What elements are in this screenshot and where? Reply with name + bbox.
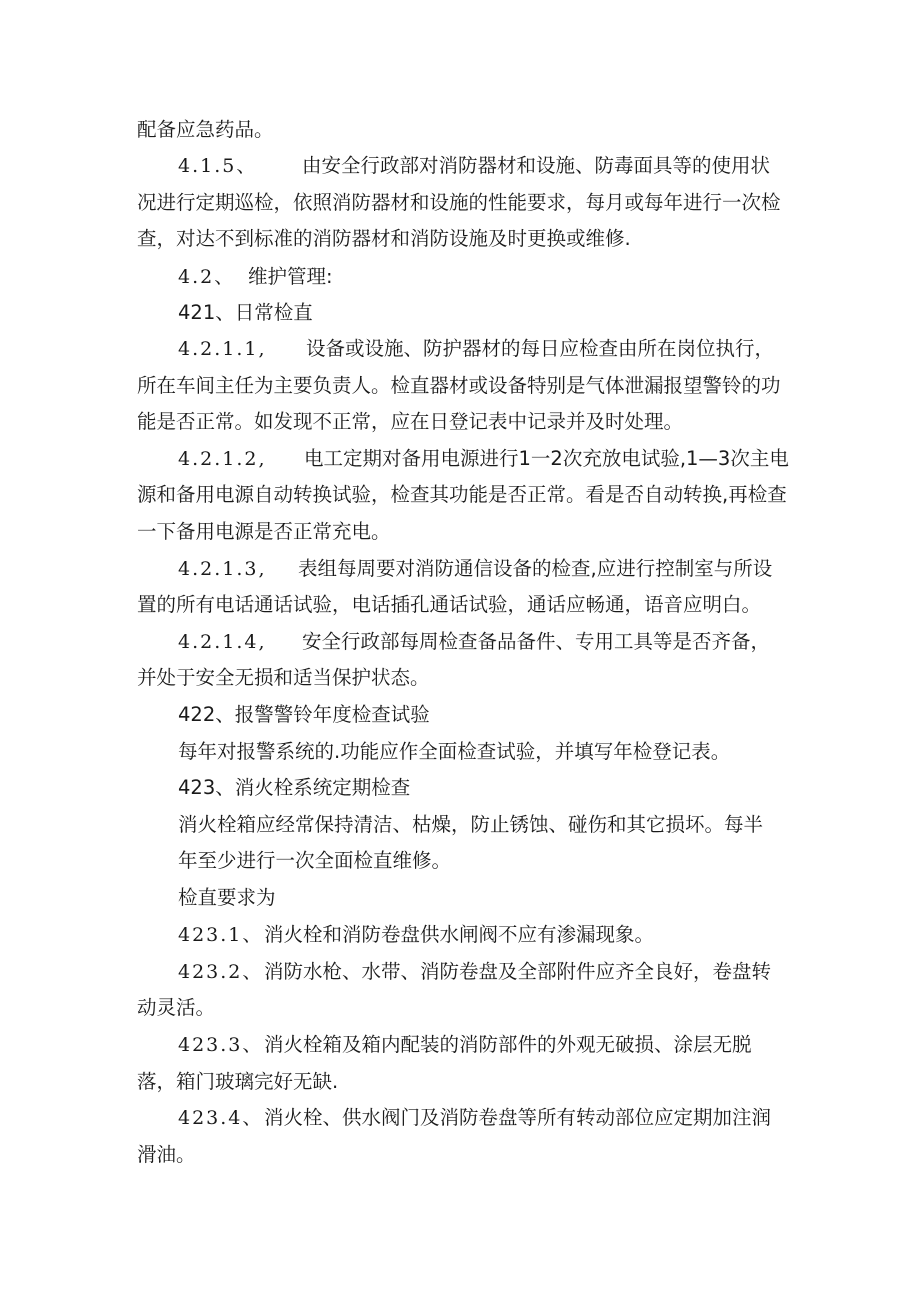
text-line bbox=[0, 262, 920, 292]
section-number: 423.1、 bbox=[178, 924, 264, 946]
text-line bbox=[0, 298, 920, 328]
text-line bbox=[0, 773, 920, 803]
text-line bbox=[0, 480, 920, 510]
line-text: 所在车间主任为主要负责人。检直器材或设备特别是气体泄漏报望警铃的功 bbox=[137, 374, 781, 397]
section-number: 423.2、 bbox=[178, 961, 264, 983]
text-line bbox=[0, 700, 920, 730]
line-text: 检直要求为 bbox=[178, 886, 276, 909]
line-text: 落，箱门玻璃完好无缺. bbox=[137, 1070, 339, 1093]
line-text: 消火栓箱及箱内配装的消防部件的外观无破损、涂层无脱 bbox=[264, 1033, 752, 1056]
line-text: 查，对达不到标准的消防器材和消防设施及时更换或维修. bbox=[137, 227, 631, 250]
section-number: 4.2.1.3, bbox=[178, 558, 267, 580]
line-text: 设备或设施、防护器材的每日应检查由所在岗位执行， bbox=[306, 337, 775, 360]
text-line bbox=[0, 737, 920, 767]
line-text: 422、报警警铃年度检查试验 bbox=[178, 703, 430, 726]
text-line bbox=[0, 846, 920, 876]
line-text: 电工定期对备用电源进行1一2次充放电试验,1—3次主电 bbox=[304, 447, 789, 470]
line-text: 维护管理: bbox=[248, 265, 333, 288]
line-text: 421、日常检直 bbox=[178, 301, 313, 324]
text-line bbox=[0, 1140, 920, 1170]
line-text: 消火栓和消防卷盘供水闸阀不应有渗漏现象。 bbox=[264, 923, 655, 946]
line-text: 安全行政部每周检查备品备件、专用工具等是否齐备， bbox=[302, 630, 771, 653]
section-number: 4.2.1.2, bbox=[178, 448, 267, 470]
line-text: 源和备用电源自动转换试验，检查其功能是否正常。看是否自动转换,再检查 bbox=[137, 483, 787, 506]
line-text: 消防水枪、水带、消防卷盘及全部附件应齐全良好，卷盘转 bbox=[264, 960, 772, 983]
line-text: 置的所有电话通话试验，电话插孔通话试验，通话应畅通，语音应明白。 bbox=[137, 593, 762, 616]
text-line bbox=[0, 188, 920, 218]
text-line bbox=[0, 224, 920, 254]
line-text: 并处于安全无损和适当保护状态。 bbox=[137, 666, 430, 689]
text-line bbox=[0, 957, 920, 987]
line-text: 年至少进行一次全面检直维修。 bbox=[178, 849, 452, 872]
text-line bbox=[0, 993, 920, 1023]
text-line bbox=[0, 444, 920, 474]
line-text: 由安全行政部对消防器材和设施、防毒面具等的使用状 bbox=[302, 154, 771, 177]
line-text: 消火栓、供水阀门及消防卷盘等所有转动部位应定期加注润 bbox=[264, 1106, 772, 1129]
text-line bbox=[0, 883, 920, 913]
text-line bbox=[0, 1030, 920, 1060]
text-line bbox=[0, 1067, 920, 1097]
text-line bbox=[0, 590, 920, 620]
line-text: 423、消火栓系统定期检查 bbox=[178, 776, 411, 799]
line-text: 消火栓箱应经常保持清洁、枯燥，防止锈蚀、碰伤和其它损坏。每半 bbox=[178, 813, 764, 836]
section-number: 423.4、 bbox=[178, 1107, 264, 1129]
text-line bbox=[0, 151, 920, 181]
line-text: 每年对报警系统的.功能应作全面检查试验，并填写年检登记表。 bbox=[178, 740, 731, 763]
line-text: 况进行定期巡检，依照消防器材和设施的性能要求，每月或每年进行一次检 bbox=[137, 191, 781, 214]
section-number: 4.2.1.4, bbox=[178, 631, 267, 653]
line-text: 一下备用电源是否正常充电。 bbox=[137, 520, 391, 543]
section-number: 423.3、 bbox=[178, 1034, 264, 1056]
text-line bbox=[0, 371, 920, 401]
text-line bbox=[0, 627, 920, 657]
text-line bbox=[0, 663, 920, 693]
text-line bbox=[0, 810, 920, 840]
text-line bbox=[0, 407, 920, 437]
text-line bbox=[0, 115, 920, 145]
line-text: 动灵活。 bbox=[137, 996, 216, 1019]
line-text: 表组每周要对消防通信设备的检查,应进行控制室与所设 bbox=[298, 557, 773, 580]
text-line bbox=[0, 920, 920, 950]
line-text: 能是否正常。如发现不正常，应在日登记表中记录并及时处理。 bbox=[137, 410, 684, 433]
line-text: 滑油。 bbox=[137, 1143, 196, 1166]
line-text: 配备应急药品。 bbox=[137, 118, 274, 141]
text-line bbox=[0, 554, 920, 584]
text-line bbox=[0, 517, 920, 547]
text-line bbox=[0, 1103, 920, 1133]
section-number: 4.2.1.1, bbox=[178, 338, 267, 360]
section-number: 4.1.5、 bbox=[178, 155, 258, 177]
text-line bbox=[0, 334, 920, 364]
section-number: 4.2、 bbox=[178, 266, 236, 288]
